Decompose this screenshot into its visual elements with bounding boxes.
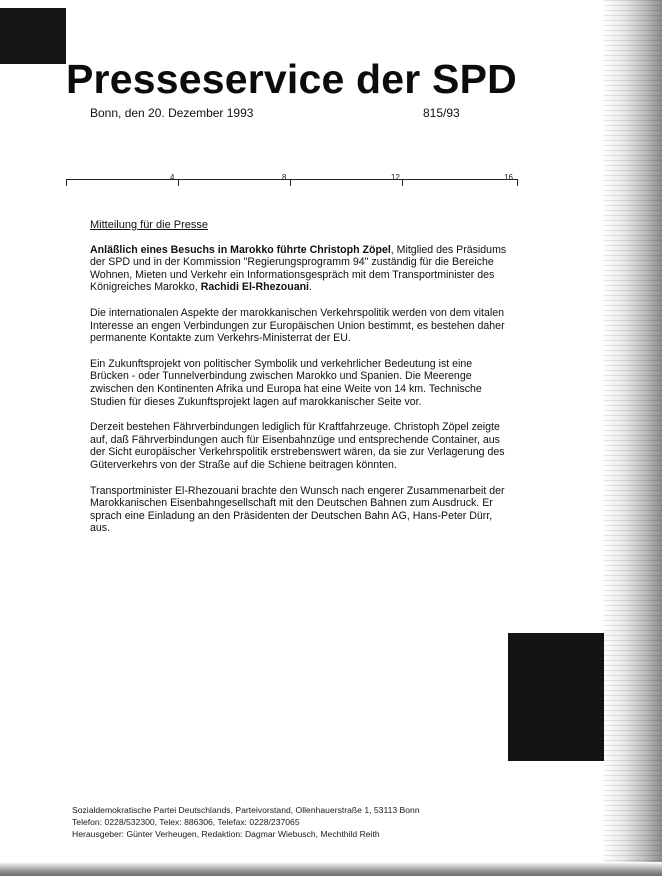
ruler-tick <box>66 179 67 186</box>
footer-contact: Telefon: 0228/532300, Telex: 886306, Telefax: 0228/237065 <box>72 817 300 827</box>
section-heading: Mitteilung für die Presse <box>90 219 208 231</box>
letterhead-footer <box>72 804 420 840</box>
paragraph: Ein Zukunftsprojekt von politischer Symbolik und verkehrlicher Bedeutung ist eine Brücken - oder Tunnelverbindung zwischen Marokko und Spanien. Die Meerenge zwischen den Kontinenten Afrika und Europa hat eine Weite von 14 km. Technische Studien für dieses Zukunftsprojekt lagen auf marokkanischer Seite vor. <box>90 357 482 408</box>
masthead-title: Presseservice der SPD <box>66 56 517 102</box>
lead-bold-intro: Anläßlich eines Besuchs in Marokko führte Christoph Zöpel <box>90 243 391 256</box>
document-number: 815/93 <box>423 106 460 120</box>
ruler-line <box>66 179 518 180</box>
footer-address: Sozialdemokratische Partei Deutschlands, Parteivorstand, Ollenhauerstraße 1, 53113 Bonn <box>72 805 420 815</box>
paragraph: Derzeit bestehen Fährverbindungen lediglich für Kraftfahrzeuge. Christoph Zöpel zeigte auf, daß Fährverbindungen auch für Eisenbahnzüge und entsprechende Container, aus der Sicht europäischer Verkehrspolitik erstrebenswert wären, da sie zur Verlagerung des Güterverkehrs von der Straße auf die Schiene beitragen könnten. <box>90 421 505 471</box>
press-release-body <box>90 219 510 548</box>
lead-text: , Mitglied des Präsidums der SPD und in der Kommission "Regierungsprogramm 94" zuständig für die Bereiche Wohnen, Mieten und Verkehr ein Informationsgespräch mit dem Transportminister des Königreiches Marokko, <box>90 243 507 294</box>
corner-mark-top <box>0 8 66 64</box>
date-line: Bonn, den 20. Dezember 1993 <box>90 106 254 120</box>
footer-publisher: Herausgeber: Günter Verheugen, Redaktion: Dagmar Wiebusch, Mechthild Reith <box>72 829 380 839</box>
scan-edge-bottom <box>0 862 662 876</box>
scan-edge-right <box>604 0 662 876</box>
ruler-label: 16 <box>504 173 513 182</box>
paragraph: Die internationalen Aspekte der marokkanischen Verkehrspolitik werden von dem vitalen Interesse an engen Verbindungen zur Europäischen Union bestimmt, es bestehen daher permanente Kontakte zum Verkehrs-Ministerrat der EU. <box>90 306 505 345</box>
lead-end: . <box>309 281 312 294</box>
lead-bold-name: Rachidi El-Rhezouani <box>200 281 310 294</box>
lead-paragraph <box>90 244 510 294</box>
ruler-label: 8 <box>282 173 287 182</box>
ruler-tick <box>178 179 179 186</box>
ruler-tick <box>290 179 291 186</box>
ruler-tick <box>517 179 518 186</box>
corner-mark-right <box>508 633 604 761</box>
ruler-tick <box>402 179 403 186</box>
ruler <box>66 174 518 188</box>
ruler-label: 4 <box>170 173 175 182</box>
ruler-label: 12 <box>391 173 400 182</box>
paragraph: Transportminister El-Rhezouani brachte den Wunsch nach engerer Zusammenarbeit der Marokkanischen Eisenbahngesellschaft mit den Deutschen Bahnen zum Ausdruck. Er sprach eine Einladung an den Präsidenten der Deutschen Bahn AG, Hans-Peter Dürr, aus. <box>90 484 505 535</box>
